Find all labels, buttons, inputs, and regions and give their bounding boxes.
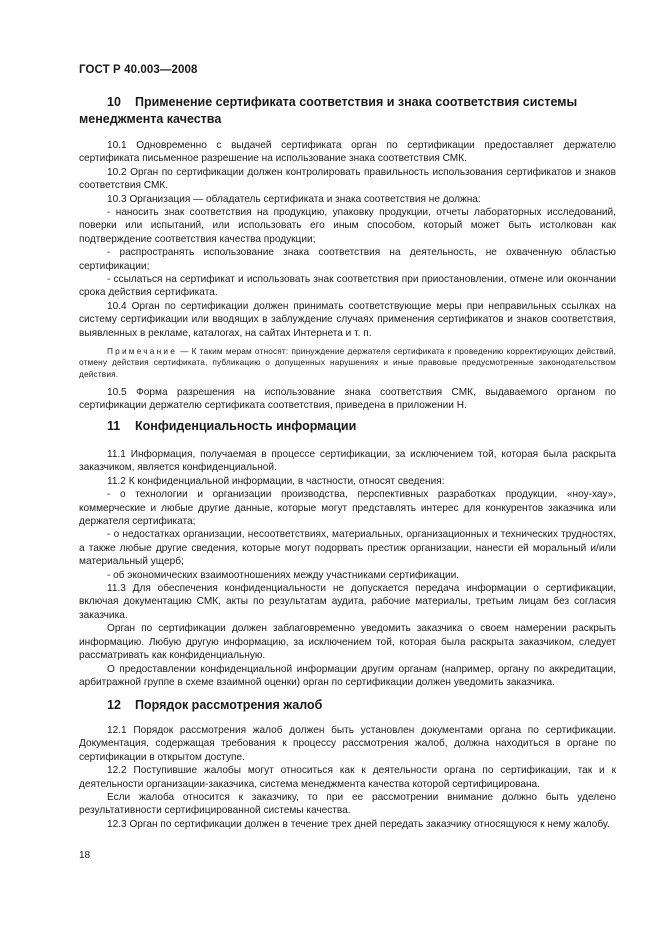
paragraph-11-2: 11.2 К конфиденциальной информации, в частности, относят сведения: [107,475,445,487]
section-12-body [79,724,616,831]
list-item: - об экономических взаимоотношениях между участниками сертификации. [107,569,460,581]
paragraph: О предоставлении конфиденциальной информации другим органам (например, органу по аккредитации, арбитражной группе в схеме взаимной оценки) орган по сертификации должен уведомить заказчика. [79,663,616,688]
paragraph-10-1: 10.1 Одновременно с выдачей сертификата орган по сертификации предоставляет держателю сертификата письменное разрешение на использование знака соответствия СМК. [79,140,616,165]
paragraph: Если жалоба относится к заказчику, то при ее рассмотрении внимание должно быть уделено результативности сертифицированной системы качества. [79,792,616,817]
list-item: - наносить знак соответствия на продукцию, упаковку продукции, отчеты лабораторных исследований, поверки или испытаний, или использовать его иным способом, который может быть истолкован как подтверждение соответствия качества продукции; [79,207,616,245]
paragraph-11-1: 11.1 Информация, получаемая в процессе сертификации, за исключением той, которая была раскрыта заказчиком, является конфиденциальной. [79,449,616,474]
paragraph: Орган по сертификации должен заблаговременно уведомить заказчика о своем намерении раскрыть информацию. Любую другую информацию, за исключением той, которая была раскрыта заказчиком, следует рассматривать как конфиденциальную. [79,623,616,662]
note [79,346,616,380]
paragraph-10-4: 10.4 Орган по сертификации должен принимать соответствующие меры при неправильных ссылках на систему сертификации или вводящих в заблуждение случаях применения сертификатов и знаков соответствия, выявленных в рекламе, каталогах, на сайтах Интернета и т. п. [79,300,616,339]
paragraph-10-2: 10.2 Орган по сертификации должен контролировать правильность использования сертификатов и знаков соответствия СМК. [79,166,616,192]
note-label: Примечание [107,346,178,357]
page-number: 18 [79,850,91,861]
section-12-heading [79,697,609,714]
section-11-body [79,448,616,689]
list-item: - о недостатках организации, несоответствиях, материальных, организационных и технических трудностях, а также любые другие сведения, которые могут подорвать престиж организации, нанести ей моральный и/или материальный ущерб; [79,529,616,568]
section-10-heading [79,94,609,128]
paragraph-12-2: 12.2 Поступившие жалобы могут относиться как к деятельности органа по сертификации, так и к деятельности организации-заказчика, система менеджмента качества которой сертифицирована. [79,765,616,790]
paragraph-10-3: 10.3 Организация — обладатель сертификата и знака соответствия не должна: [107,193,481,205]
section-10-title: Применение сертификата соответствия и знака соответствия системы менеджмента качества [79,95,578,126]
section-11-title: Конфиденциальность информации [135,419,357,433]
paragraph-11-3: 11.3 Для обеспечения конфиденциальности не допускается передача информации о сертификации, включая документацию СМК, акты по результатам аудита, рабочие материалы, третьим лицам без согласия заказчика. [79,583,616,621]
section-12-title: Порядок рассмотрения жалоб [135,698,323,712]
list-item: - о технологии и организации производства, перспективных разработках продукции, «ноу-хау», коммерческие и любые другие данные, которые могут представлять интерес для конкурентов заказчика или держателя сертификата; [79,489,616,528]
section-10-body [79,139,616,413]
note-text: — К таким мерам относят: принуждение держателя сертификата к проведению корректирующих действий, отмену действия сертификата, публикацию о допущенных нарушениях и иные правовые предусмотренные законодательством действия. [79,346,616,379]
section-11-heading [79,418,609,435]
section-11-number: 11 [107,419,121,433]
paragraph-12-3: 12.3 Орган по сертификации должен в течение трех дней передать заказчику относящуюся к нему жалобу. [107,818,610,830]
paragraph-12-1: 12.1 Порядок рассмотрения жалоб должен быть установлен документами органа по сертификации. Документация, содержащая требования к процессу рассмотрения жалоб, должна находиться в органе по сертификации в открытом доступе. [79,725,616,763]
list-item: - распространять использование знака соответствия на деятельность, не охваченную областью сертификации; [79,247,616,272]
section-10-number: 10 [107,95,121,109]
document-code: ГОСТ Р 40.003—2008 [79,64,198,76]
list-item: - ссылаться на сертификат и использовать знак соответствия при приостановлении, отмене или окончании срока действия сертификата. [79,274,616,299]
paragraph-10-5: 10.5 Форма разрешения на использование знака соответствия СМК, выдаваемого органом по сертификации держателю сертификата соответствия, приведена в приложении Н. [79,386,616,412]
section-12-number: 12 [107,698,121,712]
